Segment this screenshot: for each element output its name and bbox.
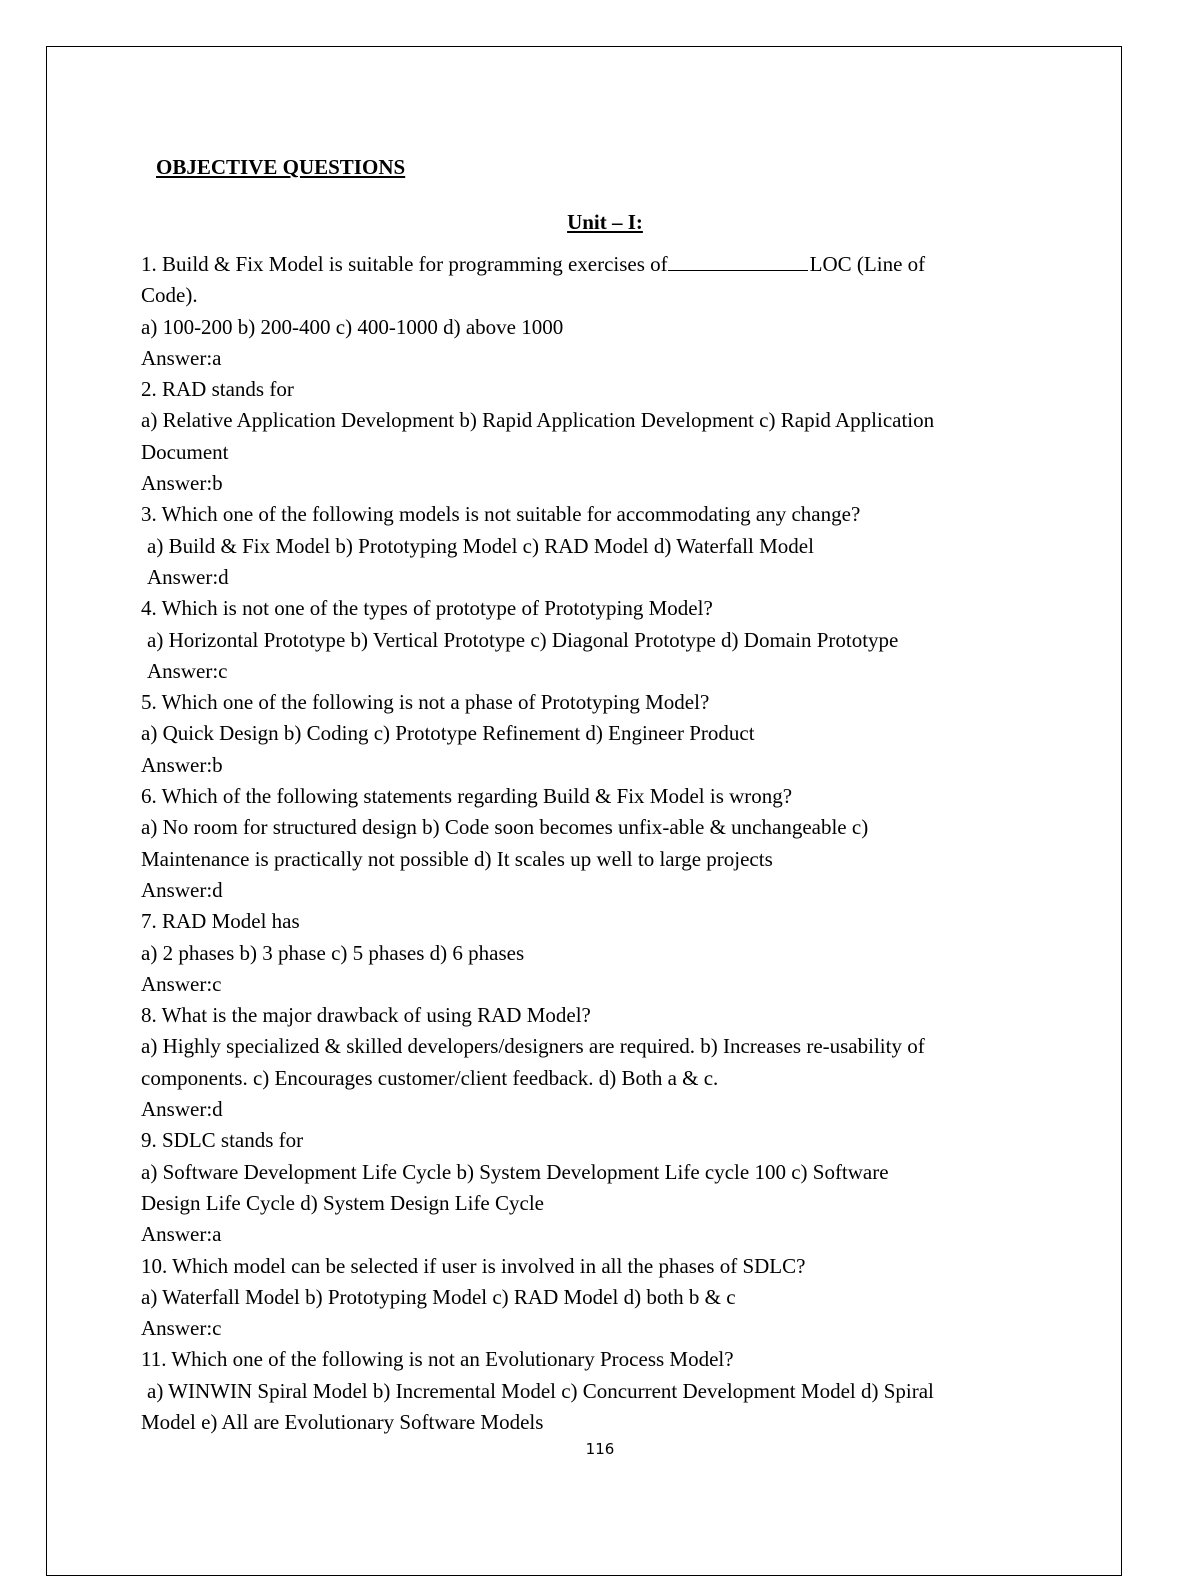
question-1-text <box>141 249 1041 280</box>
question-3-answer: Answer:d <box>147 564 229 589</box>
unit-title <box>0 210 1200 235</box>
question-1-options: a) 100-200 b) 200-400 c) 400-1000 d) above 1000 <box>141 314 564 339</box>
question-10-text: 10. Which model can be selected if user is involved in all the phases of SDLC? <box>141 1253 806 1278</box>
question-8-options-cont: components. c) Encourages customer/client feedback. d) Both a & c. <box>141 1065 719 1090</box>
question-list <box>141 249 1041 1438</box>
question-3-options: a) Build & Fix Model b) Prototyping Model c) RAD Model d) Waterfall Model <box>147 533 814 558</box>
question-11-options: a) WINWIN Spiral Model b) Incremental Model c) Concurrent Development Model d) Spiral <box>147 1378 934 1403</box>
page-heading: OBJECTIVE QUESTIONS <box>156 155 406 179</box>
question-9-options-cont: Design Life Cycle d) System Design Life Cycle <box>141 1190 544 1215</box>
question-3-text: 3. Which one of the following models is not suitable for accommodating any change? <box>141 502 861 527</box>
question-2-answer: Answer:b <box>141 471 223 496</box>
question-6-options-cont: Maintenance is practically not possible d) It scales up well to large projects <box>141 846 773 871</box>
question-10-answer: Answer:c <box>141 1316 222 1341</box>
unit-title-text: Unit – I: <box>567 210 643 234</box>
question-4-options: a) Horizontal Prototype b) Vertical Prototype c) Diagonal Prototype d) Domain Prototype <box>147 627 899 652</box>
question-9-options: a) Software Development Life Cycle b) System Development Life cycle 100 c) Software <box>141 1159 889 1184</box>
question-1-text-cont: Code). <box>141 283 198 308</box>
question-1-answer: Answer:a <box>141 345 222 370</box>
question-10-options: a) Waterfall Model b) Prototyping Model c) RAD Model d) both b & c <box>141 1284 736 1309</box>
page-number: 116 <box>585 1440 615 1458</box>
question-11-text: 11. Which one of the following is not an Evolutionary Process Model? <box>141 1347 734 1372</box>
question-5-options: a) Quick Design b) Coding c) Prototype Refinement d) Engineer Product <box>141 721 755 746</box>
question-6-options: a) No room for structured design b) Code soon becomes unfix-able & unchangeable c) <box>141 815 869 840</box>
question-11-options-cont: Model e) All are Evolutionary Software Models <box>141 1409 544 1434</box>
question-5-text: 5. Which one of the following is not a phase of Prototyping Model? <box>141 690 710 715</box>
question-8-options: a) Highly specialized & skilled developers/designers are required. b) Increases re-usability of <box>141 1034 925 1059</box>
question-8-answer: Answer:d <box>141 1097 223 1122</box>
question-9-answer: Answer:a <box>141 1222 222 1247</box>
question-7-options: a) 2 phases b) 3 phase c) 5 phases d) 6 phases <box>141 940 525 965</box>
question-8-text: 8. What is the major drawback of using RAD Model? <box>141 1003 591 1028</box>
question-2-text: 2. RAD stands for <box>141 377 294 402</box>
question-7-answer: Answer:c <box>141 971 222 996</box>
question-2-options-cont: Document <box>141 439 229 464</box>
question-9-text: 9. SDLC stands for <box>141 1128 304 1153</box>
question-4-answer: Answer:c <box>147 658 228 683</box>
fill-in-blank <box>668 252 808 271</box>
question-1-text-part2: LOC (Line of <box>809 252 926 276</box>
question-7-text: 7. RAD Model has <box>141 909 300 934</box>
question-6-text: 6. Which of the following statements regarding Build & Fix Model is wrong? <box>141 784 793 809</box>
question-6-answer: Answer:d <box>141 877 223 902</box>
question-2-options: a) Relative Application Development b) Rapid Application Development c) Rapid Application <box>141 408 935 433</box>
question-1-text-part1: 1. Build & Fix Model is suitable for programming exercises of <box>141 252 668 276</box>
question-4-text: 4. Which is not one of the types of prototype of Prototyping Model? <box>141 596 713 621</box>
question-5-answer: Answer:b <box>141 752 223 777</box>
